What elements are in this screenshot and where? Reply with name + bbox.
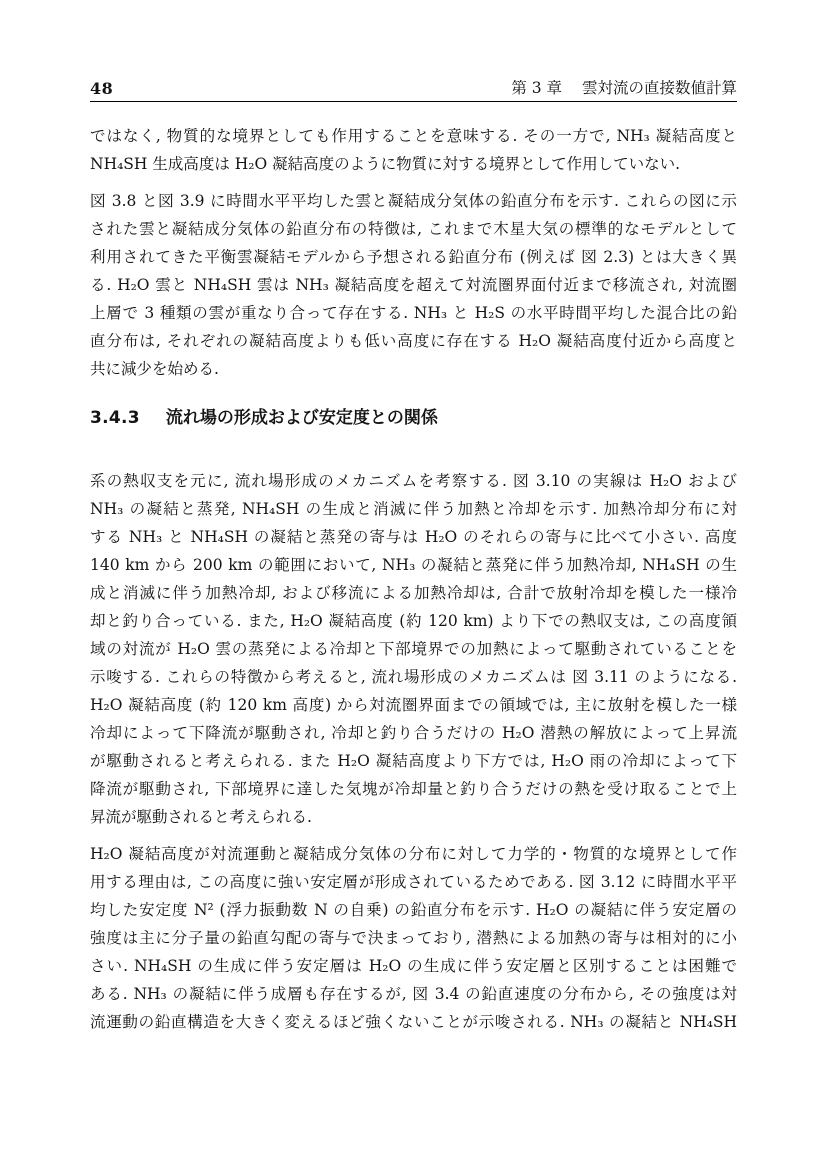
text-line: 降流が駆動され, 下部境界に達した気塊が冷却量と釣り合うだけの熱を受け取ることで上 <box>90 780 737 798</box>
text-line: 用する理由は, この高度に強い安定層が形成されているためである. 図 3.12 に時間水平平 <box>90 873 737 891</box>
text-line: 冷却によって下降流が駆動され, 冷却と釣り合うだけの H₂O 潜熱の解放によって上昇流 <box>90 724 737 742</box>
running-head <box>511 76 737 98</box>
text-line: さい. NH₄SH の生成に伴う安定層は H₂O の生成に伴う安定層と区別することは困難で <box>90 957 737 975</box>
text-line: ではなく, 物質的な境界としても作用することを意味する. その一方で, NH₃ 凝結高度と <box>90 127 737 145</box>
text-line: 強度は主に分子量の鉛直勾配の寄与で決まっており, 潜熱による加熱の寄与は相対的に小 <box>90 929 737 947</box>
chapter-label: 第 3 章 <box>511 79 563 97</box>
text-line: 示唆する. これらの特徴から考えると, 流れ場形成のメカニズムは 図 3.11 のようになる. <box>90 668 737 686</box>
section-number: 3.4.3 <box>90 408 140 428</box>
text-line: 図 3.8 と図 3.9 に時間水平平均した雲と凝結成分気体の鉛直分布を示す. これらの図に示 <box>90 192 737 210</box>
page-number: 48 <box>90 79 114 98</box>
paragraph-3 <box>90 467 737 831</box>
text-line: ある. NH₃ の凝結に伴う成層も存在するが, 図 3.4 の鉛直速度の分布から, その強度は対 <box>90 985 737 1003</box>
text-line: された雲と凝結成分気体の鉛直分布の特徴は, これまで木星大気の標準的なモデルとして <box>90 220 737 238</box>
page-header <box>90 72 737 102</box>
text-line: 昇流が駆動されると考えられる. <box>90 808 312 826</box>
text-line: 流運動の鉛直構造を大きく変えるほど強くないことが示唆される. NH₃ の凝結と NH₄SH <box>90 1013 737 1031</box>
page-content <box>90 122 737 1045</box>
text-line: る. H₂O 雲と NH₄SH 雲は NH₃ 凝結高度を超えて対流圏界面付近まで移流され, 対流圏 <box>90 276 737 294</box>
text-line: NH₄SH 生成高度は H₂O 凝結高度のように物質に対する境界として作用していない. <box>90 155 681 173</box>
paragraph-4 <box>90 840 737 1036</box>
text-line: H₂O 凝結高度 (約 120 km 高度) から対流圏界面までの領域では, 主に放射を模した一様 <box>90 696 737 714</box>
text-line: H₂O 凝結高度が対流運動と凝結成分気体の分布に対して力学的・物質的な境界として作 <box>90 845 737 863</box>
text-line: 系の熱収支を元に, 流れ場形成のメカニズムを考察する. 図 3.10 の実線は H₂O および <box>90 472 737 490</box>
text-line: 成と消滅に伴う加熱冷却, および移流による加熱冷却は, 合計で放射冷却を模した一様冷 <box>90 584 737 602</box>
section-title: 流れ場の形成および安定度との関係 <box>165 408 438 428</box>
text-line: 域の対流が H₂O 雲の蒸発による冷却と下部境界での加熱によって駆動されていることを <box>90 640 737 658</box>
paragraph-2 <box>90 187 737 383</box>
text-line: する NH₃ と NH₄SH の凝結と蒸発の寄与は H₂O のそれらの寄与に比べて小さい. 高度 <box>90 528 737 546</box>
text-line: 共に減少を始める. <box>90 360 219 378</box>
text-line: 利用されてきた平衡雲凝結モデルから予想される鉛直分布 (例えば 図 2.3) とは大きく異 <box>90 248 737 266</box>
text-line: が駆動されると考えられる. また H₂O 凝結高度より下方では, H₂O 雨の冷却によって下 <box>90 752 737 770</box>
chapter-title: 雲対流の直接数値計算 <box>581 79 737 97</box>
text-line: 上層で 3 種類の雲が重なり合って存在する. NH₃ と H₂S の水平時間平均した混合比の鉛 <box>90 304 737 322</box>
section-heading <box>90 405 737 431</box>
text-line: NH₃ の凝結と蒸発, NH₄SH の生成と消滅に伴う加熱と冷却を示す. 加熱冷却分布に対 <box>90 500 737 518</box>
text-line: 直分布は, それぞれの凝結高度よりも低い高度に存在する H₂O 凝結高度付近から高度と <box>90 332 737 350</box>
paragraph-1 <box>90 122 737 178</box>
text-line: 140 km から 200 km の範囲において, NH₃ の凝結と蒸発に伴う加熱冷却, NH₄SH の生 <box>90 556 737 574</box>
text-line: 却と釣り合っている. また, H₂O 凝結高度 (約 120 km) より下での熱収支は, この高度領 <box>90 612 737 630</box>
text-line: 均した安定度 N² (浮力振動数 N の自乗) の鉛直分布を示す. H₂O の凝結に伴う安定層の <box>90 901 737 919</box>
